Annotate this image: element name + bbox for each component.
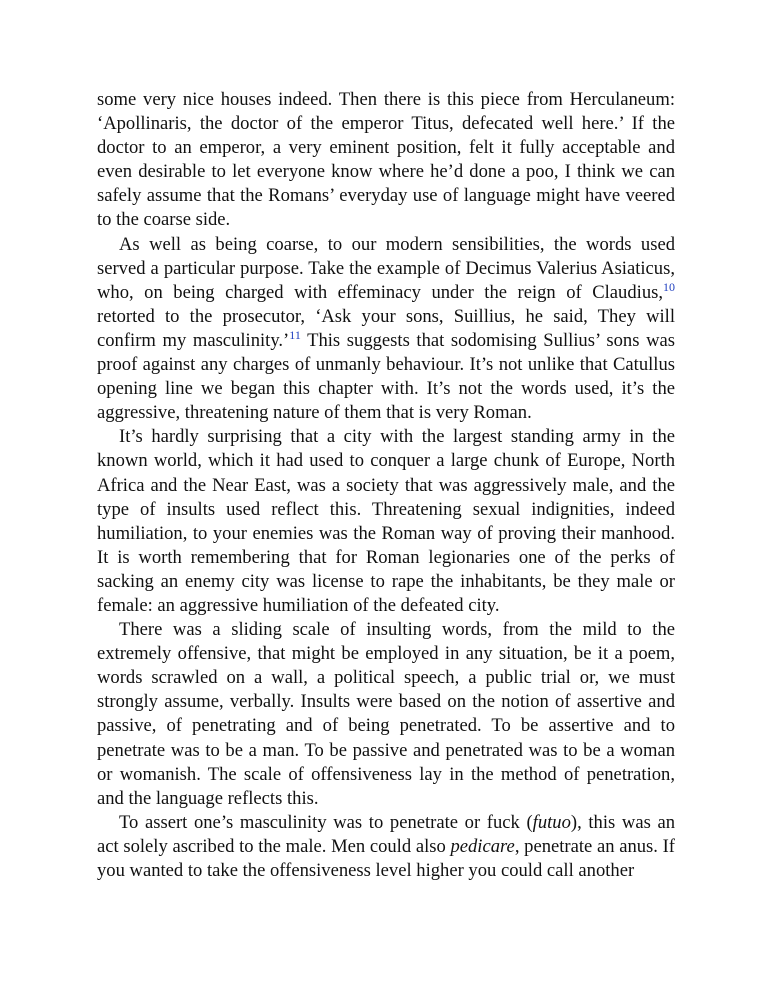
paragraph-text: This suggests that sodomising Sullius’ sons was proof against any charges of unmanly behaviour. It’s not unlike that Catullus opening line we began this chapter with. It’s not the words used, it’s the aggressive, threatening nature of them that is very Roman. <box>97 329 676 424</box>
footnote-ref-10[interactable]: 10 <box>663 279 675 294</box>
paragraph-1 <box>97 88 675 233</box>
paragraph-text: There was a sliding scale of insulting words, from the mild to the extremely offensive, that might be employed in any situation, be it a poem, words scrawled on a wall, a political speech, a public trial or, we must strongly assume, verbally. Insults were based on the notion of assertive and passive, of penetrating and of being penetrated. To be assertive and to penetrate was to be a man. To be passive and penetrated was to be a woman or womanish. The scale of offensiveness lay in the method of penetration, and the language reflects this. <box>97 619 675 809</box>
paragraph-text: As well as being coarse, to our modern sensibilities, the words used served a particular purpose. Take the example of Decimus Valerius Asiaticus, who, on being charged with effeminacy under the reign of Claudius, <box>97 233 675 303</box>
paragraph-4 <box>97 618 675 811</box>
paragraph-text: It’s hardly surprising that a city with the largest standing army in the known world, which it had used to conquer a large chunk of Europe, North Africa and the Near East, was a society that was aggressively male, and the type of insults used reflect this. Threatening sexual indignities, indeed humiliation, to your enemies was the Roman way of proving their manhood. It is worth remembering that for Roman legionaries one of the perks of sacking an enemy city was license to rape the inhabitants, be they male or female: an aggressive humiliation of the defeated city. <box>97 426 675 616</box>
footnote-ref-11[interactable]: 11 <box>289 327 301 342</box>
paragraph-text: To assert one’s masculinity was to penetrate or fuck ( <box>119 811 533 833</box>
paragraph-5 <box>97 811 675 883</box>
book-page <box>97 88 675 883</box>
latin-term-futuo: futuo <box>532 811 571 833</box>
paragraph-text: retorted to the prosecutor, ‘Ask your sons, Suillius, he said, They will confirm my masculinity.’ <box>97 305 675 351</box>
paragraph-text: , penetrate an anus. If you wanted to take the offensiveness level higher you could call another <box>97 835 675 881</box>
paragraph-2 <box>97 233 675 426</box>
latin-term-pedicare: pedicare <box>450 835 515 857</box>
paragraph-text: ), this was an act solely ascribed to the male. Men could also <box>97 811 675 857</box>
paragraph-3 <box>97 425 675 618</box>
paragraph-text: some very nice houses indeed. Then there is this piece from Herculaneum: ‘Apollinaris, the doctor of the emperor Titus, defecated well here.’ If the doctor to an emperor, a very eminent position, felt it fully acceptable and even desirable to let everyone know where he’d done a poo, I think we can safely assume that the Romans’ everyday use of language might have veered to the coarse side. <box>97 89 675 231</box>
